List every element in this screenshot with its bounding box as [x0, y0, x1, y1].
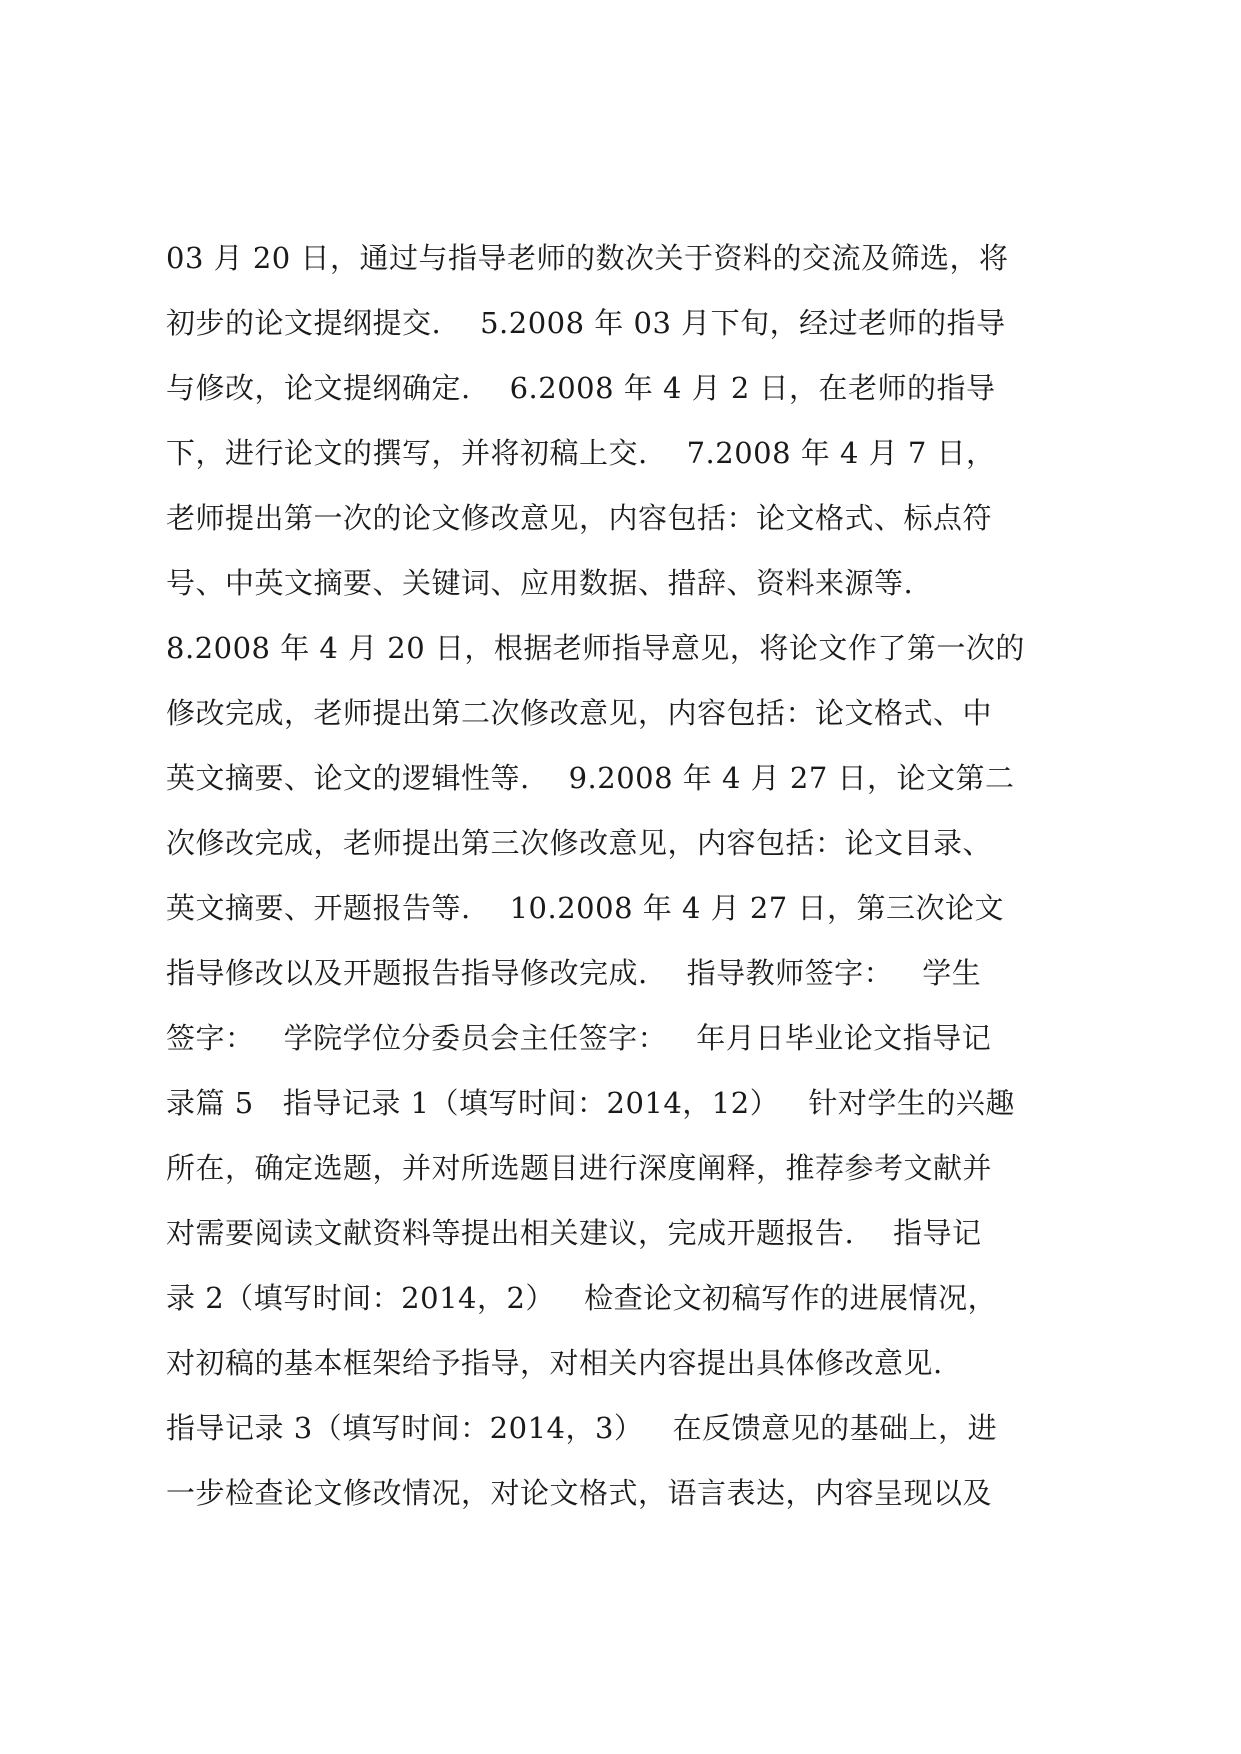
text-line: 指导修改以及开题报告指导修改完成. 指导教师签字： 学生	[166, 956, 982, 990]
text-line: 录篇 5 指导记录 1（填写时间：2014，12） 针对学生的兴趣	[166, 1086, 1015, 1120]
text-line: 对需要阅读文献资料等提出相关建议，完成开题报告. 指导记	[166, 1216, 982, 1250]
text-line: 签字： 学院学位分委员会主任签字： 年月日毕业论文指导记	[166, 1021, 992, 1055]
text-line: 对初稿的基本框架给予指导，对相关内容提出具体修改意见.	[166, 1346, 943, 1380]
text-line: 与修改，论文提纲确定. 6.2008 年 4 月 2 日，在老师的指导	[166, 371, 996, 405]
text-line: 英文摘要、论文的逻辑性等. 9.2008 年 4 月 27 日，论文第二	[166, 761, 1015, 795]
text-line: 次修改完成，老师提出第三次修改意见，内容包括：论文目录、	[166, 826, 993, 860]
text-line: 老师提出第一次的论文修改意见，内容包括：论文格式、标点符	[166, 501, 993, 535]
text-line: 修改完成，老师提出第二次修改意见，内容包括：论文格式、中	[166, 696, 993, 730]
text-line: 指导记录 3（填写时间：2014，3） 在反馈意见的基础上，进	[166, 1411, 998, 1445]
text-line: 录 2（填写时间：2014，2） 检查论文初稿写作的进展情况，	[166, 1281, 998, 1315]
text-line: 初步的论文提纲提交. 5.2008 年 03 月下旬，经过老师的指导	[166, 306, 1006, 340]
text-line: 下，进行论文的撰写，并将初稿上交. 7.2008 年 4 月 7 日，	[166, 436, 996, 470]
text-line: 03 月 20 日，通过与指导老师的数次关于资料的交流及筛选，将	[166, 241, 1009, 275]
body-text	[166, 226, 1096, 1526]
text-line: 8.2008 年 4 月 20 日，根据老师指导意见，将论文作了第一次的	[166, 631, 1025, 665]
text-line: 一步检查论文修改情况，对论文格式，语言表达，内容呈现以及	[166, 1476, 993, 1510]
text-line: 号、中英文摘要、关键词、应用数据、措辞、资料来源等.	[166, 566, 914, 600]
text-line: 英文摘要、开题报告等. 10.2008 年 4 月 27 日，第三次论文	[166, 891, 1004, 925]
text-line: 所在，确定选题，并对所选题目进行深度阐释，推荐参考文献并	[166, 1151, 993, 1185]
